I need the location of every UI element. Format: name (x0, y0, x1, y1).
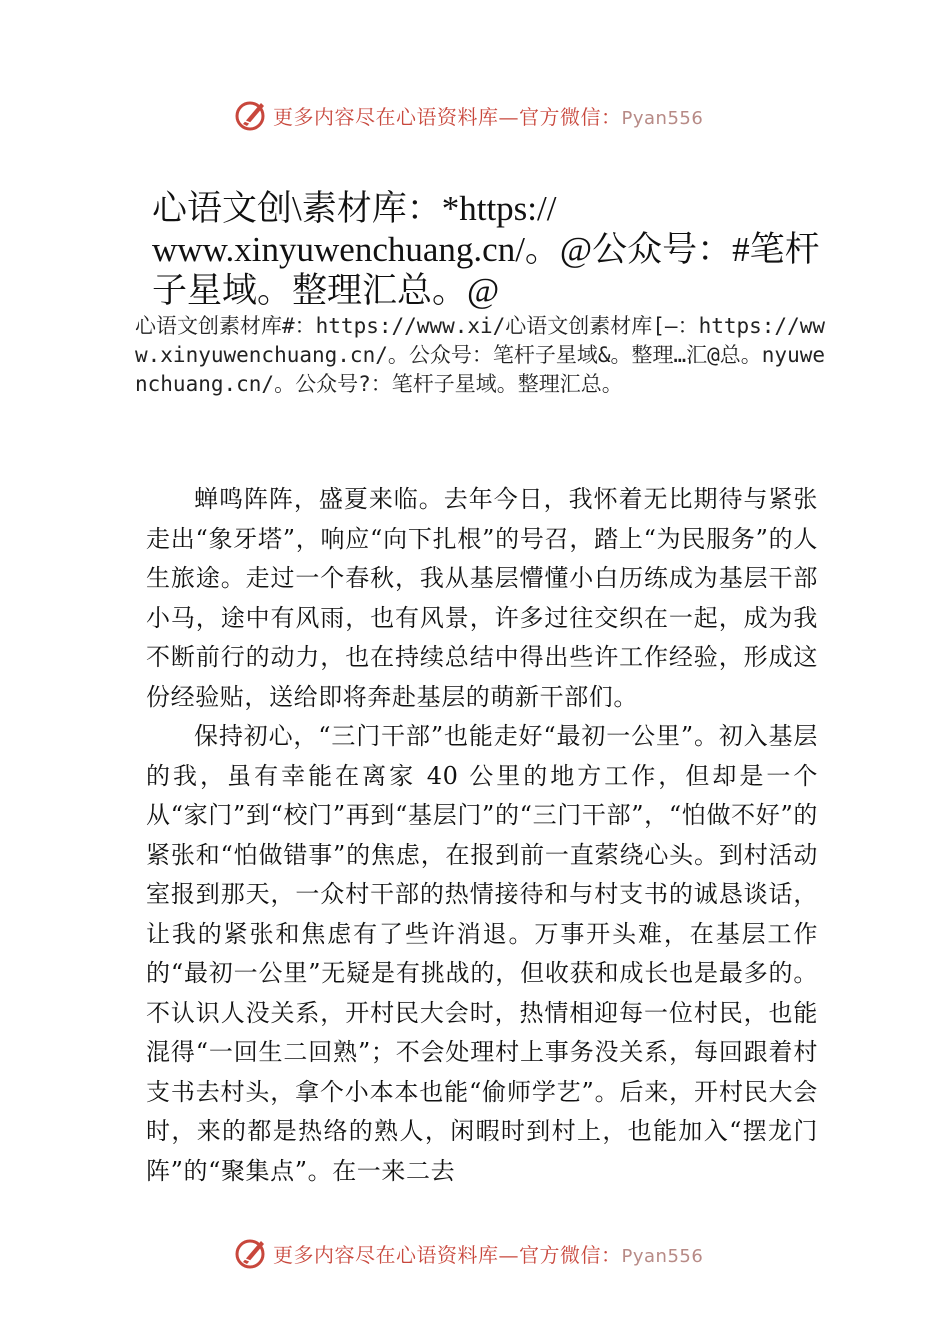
source-note: 心语文创素材库#：https://www.xi/心语文创素材库[—：https://www.xinyuwenchuang.cn/。公众号：笔杆子星域&。整理…汇@总。nyuwenchuang.cn/。公众号?：笔杆子星域。整理汇总。 (135, 314, 826, 396)
wechat-id: Pyan556 (621, 107, 704, 129)
paragraph: 保持初心，“三门干部”也能走好“最初一公里”。初入基层的我，虽有幸能在离家 40 公里的地方工作，但却是一个从“家门”到“校门”再到“基层门”的“三门干部”，“怕做不好”的紧张和“怕做错事”的焦虑，在报到前一直萦绕心头。到村活动室报到那天，一众村干部的热情接待和与村支书的诚恳谈话，让我的紧张和焦虑有了些许消退。万事开头难，在基层工作的“最初一公里”无疑是有挑战的，但收获和成长也是最多的。不认识人没关系，开村民大会时，热情相迎每一位村民，也能混得“一回生二回熟”；不会处理村上事务没关系，每回跟着村支书去村头，拿个小本本也能“偷师学艺”。后来，开村民大会时，来的都是热络的熟人，闲暇时到村上，也能加入“摆龙门阵”的“聚集点”。在一来二去 (146, 722, 818, 1185)
banner-text: 更多内容尽在心语资料库—官方微信：Pyan556 (273, 1242, 704, 1267)
banner-text: 更多内容尽在心语资料库—官方微信：Pyan556 (273, 104, 704, 129)
quill-logo-icon (233, 1235, 269, 1271)
wechat-id: Pyan556 (621, 1245, 704, 1267)
article-body (146, 480, 818, 1191)
quill-logo-icon (233, 97, 269, 133)
watermark-heading: 心语文创\素材库：*https:// www.xinyuwenchuang.cn/。@公众号：#笔杆子星域。整理汇总。@ (152, 189, 820, 310)
footer-banner (233, 1233, 753, 1273)
paragraph: 蝉鸣阵阵，盛夏来临。去年今日，我怀着无比期待与紧张走出“象牙塔”，响应“向下扎根”的号召，踏上“为民服务”的人生旅途。走过一个春秋，我从基层懵懂小白历练成为基层干部小马，途中有风雨，也有风景，许多过往交织在一起，成为我不断前行的动力，也在持续总结中得出些许工作经验，形成这份经验贴，送给即将奔赴基层的萌新干部们。 (146, 485, 818, 711)
header-banner (233, 95, 753, 135)
